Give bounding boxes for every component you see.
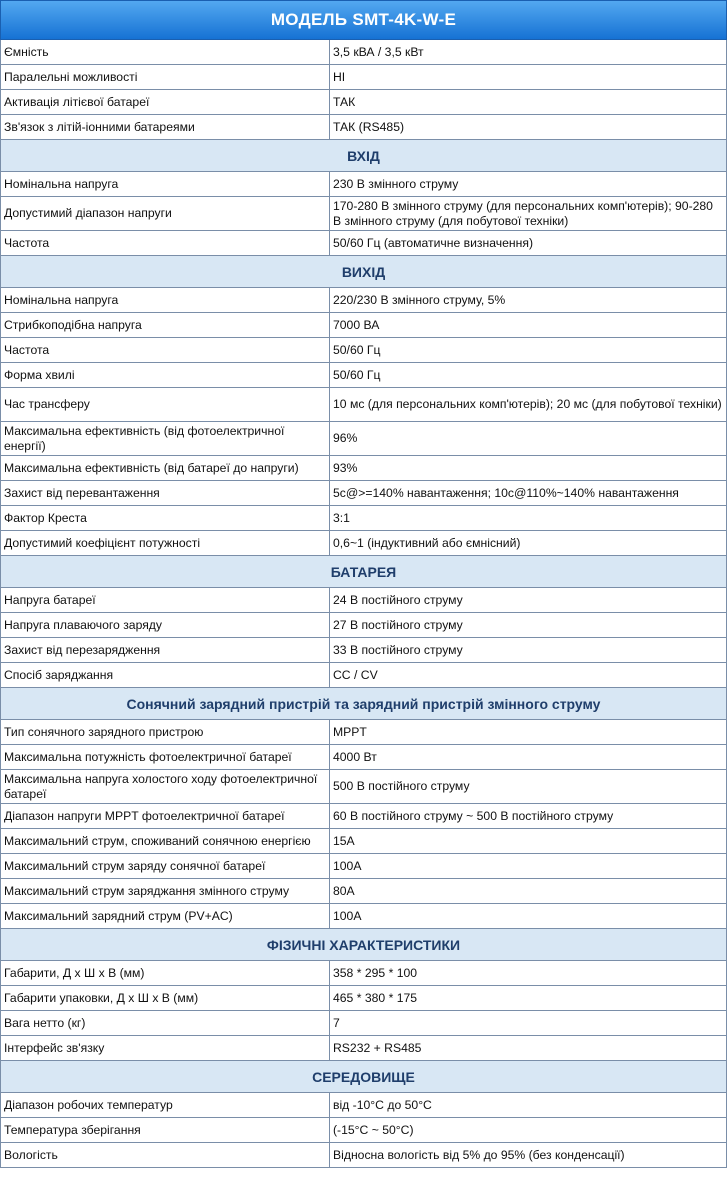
table-row — [0, 854, 727, 879]
row-label: Час трансферу — [1, 388, 330, 421]
row-value: НІ — [333, 69, 346, 84]
row-value: 220/230 В змінного струму, 5% — [333, 292, 506, 307]
row-label: Тип сонячного зарядного пристрою — [1, 720, 330, 744]
row-label: Активація літієвої батареї — [1, 90, 330, 114]
table-row — [0, 1011, 727, 1036]
row-value: 500 В постійного струму — [333, 779, 470, 793]
table-row — [0, 1036, 727, 1061]
row-value: ТАК — [333, 94, 356, 109]
table-row — [0, 770, 727, 804]
section-heading: БАТАРЕЯ — [0, 556, 727, 588]
row-label: Напруга батареї — [1, 588, 330, 612]
table-row — [0, 638, 727, 663]
table-row — [0, 1118, 727, 1143]
row-label: Інтерфейс зв'язку — [1, 1036, 330, 1060]
table-row — [0, 745, 727, 770]
row-label: Максимальна потужність фотоелектричної батареї — [1, 745, 330, 769]
row-value: 358 * 295 * 100 — [333, 965, 418, 980]
row-label: Паралельні можливості — [1, 65, 330, 89]
row-label: Напруга плаваючого заряду — [1, 613, 330, 637]
row-label: Максимальна напруга холостого ходу фотоелектричної батареї — [1, 770, 330, 803]
row-label: Захист від перезарядження — [1, 638, 330, 662]
row-label: Допустимий діапазон напруги — [1, 197, 330, 230]
row-value: 60 В постійного струму ~ 500 В постійного струму — [333, 808, 614, 823]
row-label: Габарити упаковки, Д х Ш х В (мм) — [1, 986, 330, 1010]
row-value: 15A — [333, 833, 355, 848]
table-row — [0, 231, 727, 256]
row-label: Ємність — [1, 40, 330, 64]
row-value: 100A — [333, 908, 362, 923]
table-row — [0, 829, 727, 854]
row-value: MPPT — [333, 724, 367, 739]
row-label: Діапазон напруги MPPT фотоелектричної батареї — [1, 804, 330, 828]
row-label: Частота — [1, 231, 330, 255]
row-label: Форма хвилі — [1, 363, 330, 387]
table-body — [0, 40, 727, 1168]
row-label: Зв'язок з літій-іонними батареями — [1, 115, 330, 139]
table-row — [0, 313, 727, 338]
table-row — [0, 1093, 727, 1118]
row-value: 0,6~1 (індуктивний або ємнісний) — [333, 535, 521, 550]
row-value: 465 * 380 * 175 — [333, 990, 418, 1005]
table-row — [0, 613, 727, 638]
row-value: 50/60 Гц — [333, 367, 381, 382]
row-label: Фактор Креста — [1, 506, 330, 530]
row-label: Стрибкоподібна напруга — [1, 313, 330, 337]
row-label: Максимальний струм заряду сонячної батареї — [1, 854, 330, 878]
row-label: Захист від перевантаження — [1, 481, 330, 505]
table-row — [0, 531, 727, 556]
row-value: 3,5 кВА / 3,5 кВт — [333, 44, 424, 59]
table-title: МОДЕЛЬ SMT-4K-W-E — [0, 0, 727, 40]
row-value: RS232 + RS485 — [333, 1040, 422, 1055]
row-label: Вологість — [1, 1143, 330, 1167]
row-label: Габарити, Д х Ш х В (мм) — [1, 961, 330, 985]
row-label: Максимальний струм заряджання змінного струму — [1, 879, 330, 903]
table-row — [0, 388, 727, 422]
table-row — [0, 115, 727, 140]
row-label: Допустимий коефіцієнт потужності — [1, 531, 330, 555]
row-value: 24 В постійного струму — [333, 592, 463, 607]
table-row — [0, 40, 727, 65]
row-label: Діапазон робочих температур — [1, 1093, 330, 1117]
row-value: 33 В постійного струму — [333, 642, 463, 657]
row-value: 5с@>=140% навантаження; 10с@110%~140% навантаження — [333, 485, 679, 500]
table-row — [0, 961, 727, 986]
table-row — [0, 588, 727, 613]
row-value: 50/60 Гц — [333, 342, 381, 357]
table-row — [0, 338, 727, 363]
section-heading: ВХІД — [0, 140, 727, 172]
table-row — [0, 172, 727, 197]
row-value: 50/60 Гц (автоматичне визначення) — [333, 235, 533, 250]
row-label: Спосіб заряджання — [1, 663, 330, 687]
table-row — [0, 663, 727, 688]
section-heading: ФІЗИЧНІ ХАРАКТЕРИСТИКИ — [0, 929, 727, 961]
table-row — [0, 456, 727, 481]
row-label: Максимальний струм, споживаний сонячною енергією — [1, 829, 330, 853]
row-value: ТАК (RS485) — [333, 119, 405, 134]
row-label: Номінальна напруга — [1, 288, 330, 312]
row-label: Максимальний зарядний струм (PV+AC) — [1, 904, 330, 928]
table-row — [0, 506, 727, 531]
section-heading: Сонячний зарядний пристрій та зарядний пристрій змінного струму — [0, 688, 727, 720]
row-value: 96% — [333, 431, 358, 445]
row-label: Максимальна ефективність (від батареї до напруги) — [1, 456, 330, 480]
table-row — [0, 986, 727, 1011]
table-row — [0, 904, 727, 929]
table-row — [0, 288, 727, 313]
table-row — [0, 197, 727, 231]
row-value: 230 В змінного струму — [333, 176, 459, 191]
row-value: 7000 ВА — [333, 317, 380, 332]
table-row — [0, 1143, 727, 1168]
row-value: Відносна вологість від 5% до 95% (без конденсації) — [333, 1147, 625, 1162]
table-row — [0, 65, 727, 90]
row-value: від -10°C до 50°C — [333, 1097, 432, 1112]
row-label: Максимальна ефективність (від фотоелектричної енергії) — [1, 422, 330, 455]
row-value: 10 мс (для персональних комп'ютерів); 20 мс (для побутової техніки) — [333, 397, 722, 411]
row-label: Температура зберігання — [1, 1118, 330, 1142]
table-row — [0, 363, 727, 388]
row-value: (-15°C ~ 50°C) — [333, 1122, 414, 1137]
row-label: Частота — [1, 338, 330, 362]
table-row — [0, 879, 727, 904]
row-value: 93% — [333, 460, 358, 475]
table-row — [0, 422, 727, 456]
section-heading: ВИХІД — [0, 256, 727, 288]
row-value: 27 В постійного струму — [333, 617, 463, 632]
row-label: Номінальна напруга — [1, 172, 330, 196]
row-label: Вага нетто (кг) — [1, 1011, 330, 1035]
row-value: 3:1 — [333, 510, 350, 525]
row-value: CC / CV — [333, 667, 378, 682]
table-row — [0, 90, 727, 115]
table-row — [0, 720, 727, 745]
table-row — [0, 481, 727, 506]
row-value: 80A — [333, 883, 355, 898]
table-row — [0, 804, 727, 829]
row-value: 4000 Вт — [333, 749, 377, 764]
section-heading: СЕРЕДОВИЩЕ — [0, 1061, 727, 1093]
row-value: 170-280 В змінного струму (для персональних комп'ютерів); 90-280 В змінного струму (для побутової техніки) — [333, 198, 713, 228]
row-value: 7 — [333, 1015, 340, 1030]
row-value: 100A — [333, 858, 362, 873]
